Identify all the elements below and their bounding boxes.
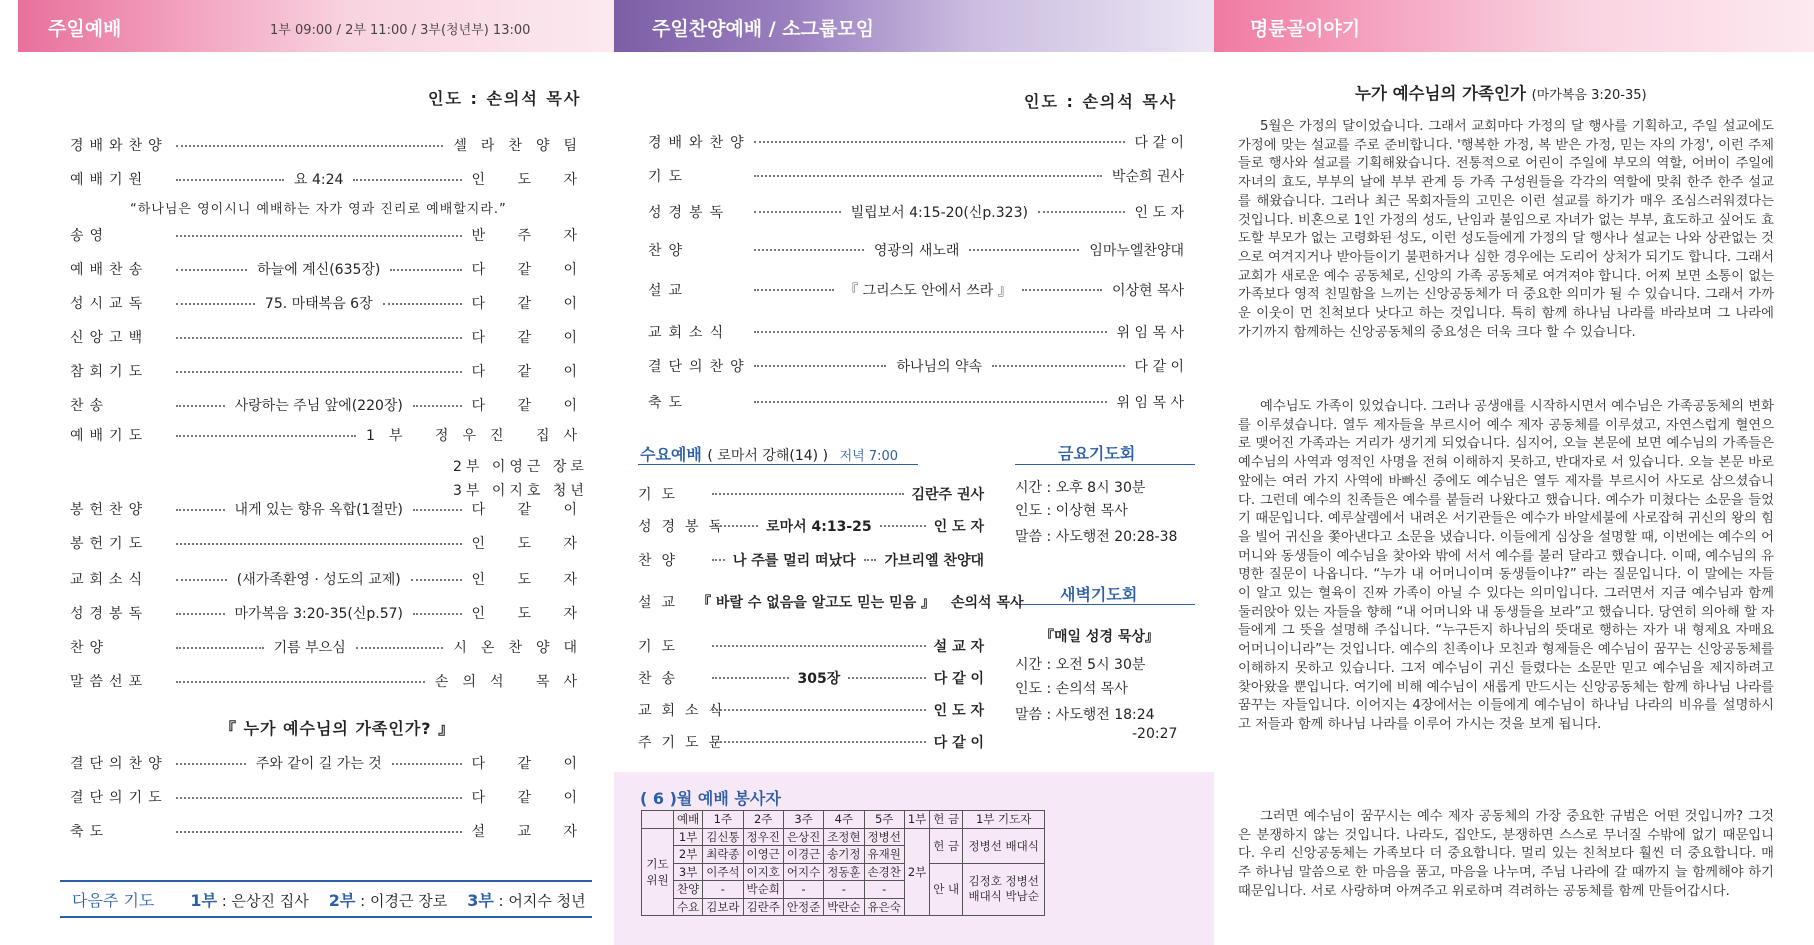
svc-cell: 은상진: [783, 828, 823, 846]
order-label: 기도: [638, 639, 686, 655]
order-person: 임마누엘찬양대: [1089, 243, 1184, 259]
dot-leader: [176, 145, 443, 147]
order-person: 인 도 자: [933, 519, 985, 535]
svc-cell: 유은숙: [864, 898, 904, 916]
order-person: 인 도 자: [471, 606, 591, 622]
dawn-prayer-title: 새벽기도회: [1060, 585, 1138, 604]
svc-head: 2주: [743, 811, 783, 829]
order-content: 영광의 새노래: [873, 243, 960, 259]
order-content: (새가족환영 · 성도의 교제): [236, 572, 401, 588]
svc-cell: 손경찬: [864, 863, 904, 881]
svc-2bu: 2부: [904, 828, 929, 916]
order-label: 참회기도: [70, 364, 149, 380]
dot-leader: [176, 579, 227, 581]
order-label: 축도: [70, 824, 110, 840]
dot-leader: [413, 613, 462, 615]
svc-cell: 박란순: [824, 898, 864, 916]
order-person: 가브리엘 찬양대: [884, 553, 984, 569]
dot-leader: [176, 371, 462, 373]
order-row: [70, 754, 595, 774]
svc-offer-names: 정병선 배대식: [963, 828, 1045, 863]
order-row: [70, 822, 595, 842]
order-row: [70, 534, 595, 554]
order-label: 교회소식: [70, 572, 149, 588]
article-paragraph-2: 예수님도 가족이 있었습니다. 그러나 공생애를 시작하시면서 예수님은 가족공동체의 변화를 이루셨습니다. 열두 제자들을 부르시어 예수 제자 공동체를 이루셨고, 자연스럽게 혈연으로 맺어진 가족과는 거리가 생기게 되었습니다. 심지어, 오늘 본문에 보면 예수님의 가족들은 예수님의 사역과 영적인 사명을 전혀 이해하지 못하고, 반대자로 서 있습니다. 오늘 본문 바로 앞에는 여러 가지 사역에 바빠신 중에도 예수님은 열두 제자를 부르시어 사도로 삼으셨습니다. 그런데 예수의 친족들은 예수를 붙들러 나왔다고 했습니다. 예수가 미쳤다는 소문을 들었기 때문입니다. 예루살렘에서 내려온 서기관들은 예수가 바알세불에 사로잡혀 귀신의 왕의 힘을 빌어 귀신을 쫓아낸다고 소문을 냈습니다. 이들에게 심상을 설명할 때, 이번에는 예수의 어머니와 동생들이 예수님을 찾아와 밖에 서서 예수를 불러 달라고 했습니다. 이때, 예수님의 유명한 질문이 나옵니다. “누가 내 어머니이며 동생들이냐?” 라는 질문입니다. 이 말에는 자들이 알고 있는 혈육이 진짜 가족이 아닐 수 있다는 의미입니다. 그러면서 지금 예수님과 함께 둘러앉아 있는 자들을 향해 “내 어머니와 내 동생들을 보라”고 했습니다. 당연히 의아해 할 자들에게 그 뜻을 설명해 주십니다. “누구든지 하나님의 뜻대로 행하는 자가 내 형제요 자매요 어머니이니라”는 것입니다. 예수의 친족이나 모친과 형제들은 예수님이 꿈꾸는 신앙공동체를 이해하지 못하고 있습니다. 그저 예수님이 귀신 들렸다는 소문만 믿고 예수님을 제지하려고 찾아왔을 뿐입니다. 여기에 비해 예수님이 새롭게 만드시는 신앙공동체는 함께 하나님 나라를 꿈꾸는 자들입니다. 이어지는 4장에서는 이들에게 예수님이 하나님 나라의 비유를 설명하시고 저들과 함께 하나님 나라를 이루어 가시는 것을 보게 됩니다.: [1238, 399, 1774, 732]
dot-leader: [864, 559, 877, 561]
dawn-line-1: 시간 : 오전 5시 30분: [1015, 657, 1146, 673]
order-row: [638, 700, 988, 720]
svc-cell: -: [703, 881, 743, 899]
volunteer-table: [641, 810, 1045, 916]
svc-cell: 정병선: [864, 828, 904, 846]
dot-leader: [1022, 289, 1102, 291]
order-label: 결단의기도: [70, 790, 168, 806]
svc-cell: 김란주: [743, 898, 783, 916]
order-label: 예배기원: [70, 172, 149, 188]
order-row: [638, 668, 988, 688]
order-person: 손의석 목사: [951, 595, 1024, 611]
order-content: 기름 부으심: [273, 640, 346, 656]
next-week-label: 다음주 기도: [72, 890, 155, 910]
order-label: 찬양: [648, 243, 690, 259]
article-ref: (마가복음 3:20-35): [1531, 88, 1647, 103]
svc-head: 1주: [703, 811, 743, 829]
order-label: 설교: [638, 595, 686, 611]
order-row: [70, 328, 595, 348]
dot-leader: [176, 303, 255, 305]
svc-cell: 수요: [674, 898, 703, 916]
order-person: 인 도 자: [1134, 205, 1184, 221]
svc-cell: 안정준: [783, 898, 823, 916]
dot-leader: [754, 401, 1107, 403]
order-person: 다 같 이: [1134, 135, 1184, 151]
next-week-prayer: [60, 880, 592, 918]
dot-leader: [712, 709, 926, 711]
dot-leader: [176, 235, 462, 237]
order-row: [70, 788, 595, 808]
order-label: 말씀선포: [70, 674, 149, 690]
svc-head: 1부: [904, 811, 929, 829]
dot-leader: [413, 405, 462, 407]
order-content: 마가복음 3:20-35(신p.57): [234, 606, 403, 622]
order-label: 교회소식: [648, 325, 731, 341]
dot-leader: [353, 179, 461, 181]
order-row: [70, 570, 595, 590]
dot-leader: [712, 559, 725, 561]
praise-worship-title: 주일찬양예배 / 소그룹모임: [652, 18, 875, 40]
order-person: 다 같 이: [471, 756, 592, 772]
order-label: 결단의찬양: [648, 359, 751, 375]
dot-leader: [392, 763, 462, 765]
fri-divider: [1015, 464, 1195, 465]
order-label: 예배찬송: [70, 262, 149, 278]
dot-leader: [383, 303, 462, 305]
order-content: 하늘에 계신(635장): [257, 262, 381, 278]
wed-worship-header: 수요예배 ( 로마서 강해(14) ) 저녁 7:00: [640, 445, 899, 464]
dot-leader: [390, 269, 461, 271]
svc-cell: 송기정: [824, 846, 864, 864]
order-row: [70, 604, 595, 624]
order-content: 사랑하는 주님 앞에(220장): [234, 398, 403, 414]
dot-leader: [176, 509, 225, 511]
order-label: 봉헌찬양: [70, 502, 149, 518]
order-person: 시온찬양대: [453, 640, 592, 656]
dot-leader: [992, 365, 1124, 367]
order-row: [648, 240, 1188, 260]
next-3bu: 3부 : 어지수 청년: [467, 890, 586, 910]
order-label: 봉헌기도: [70, 536, 149, 552]
dot-leader: [754, 249, 864, 251]
order-content: 『 바랄 수 없음을 알고도 믿는 믿음 』: [697, 595, 935, 611]
order-label: 찬송: [638, 671, 686, 687]
order-label: 찬양: [638, 553, 686, 569]
order-row: [70, 226, 595, 246]
order-content: 로마서 4:13-25: [766, 519, 872, 535]
order-content: 『 그리스도 안에서 쓰라 』: [844, 283, 1012, 299]
dawn-line-3: 말씀 : 사도행전 18:24: [1015, 707, 1155, 723]
svc-cell: 이영근: [743, 846, 783, 864]
article-paragraph-3: 그러면 예수님이 꿈꾸시는 예수 제자 공동체의 가장 중요한 규범은 어떤 것입니까? 그것은 분쟁하지 않는 것입니다. 나라도, 집안도, 분쟁하면 스스로 무너질 수밖에 없기 때문입니다. 우리 신앙공동체는 가족보다 더 중요합니다. 멀리 있는 친척보다 훨씬 더 중요합니다. 매주 하나님 말씀으로 한 마음을 품고, 마음을 나누며, 주님 나라에 갈 때까지 늘 함께해야 하기 때문입니다. 서로 사랑하며 아껴주고 위로하며 격려하는 공동체를 함께 만들어갑시다.: [1238, 809, 1774, 899]
dot-leader: [176, 763, 246, 765]
dawn-divider: [1015, 604, 1195, 605]
order-label: 신앙고백: [70, 330, 149, 346]
svc-cell: 김보라: [703, 898, 743, 916]
order-content: 빌립보서 4:15-20(신p.323): [850, 205, 1028, 221]
article-paragraph-1: 5월은 가정의 달이었습니다. 그래서 교회마다 가정의 달 행사를 기획하고, 주일 설교에도 가정에 맞는 설교를 주로 준비합니다. '행복한 가정, 복 받은 가정, 믿는 자의 가정', 이런 주제들로 행사와 설교를 기획해왔습니다. 전통적으로 어린이 주일에 부모의 역할, 어버이 주일에 자녀의 효도, 부부의 날에 부부 관계 등 가족 구성원들을 각각의 역할에 맞춰 한주 한주 설교를 해왔습니다. 그러나 최근 목회자들의 고민은 이런 설교를 하기가 매우 조심스러워졌다는 것입니다. 비혼으로 1인 가정의 성도, 난임과 불임으로 자녀가 없는 부부, 효도하고 싶어도 효도할 부모가 없는 고령화된 성도, 이런 성도들에게 가정의 달 행사나 설교는 나와 상관없는 것으로 여겨지거나 받아들이기 불편하거나 심한 경우에는 도리어 상처가 되기도 합니다. 그래서 교회가 새로운 예수 공동체로, 신앙의 가족 공동체로 여겨져야 합니다. 어찌 보면 소통이 없는 가족보다 영적 친밀함을 느끼는 신앙공동체가 더 중요한 의미가 될 수 있습니다. 그래서 가까운 이웃이 먼 친척보다 낫다고 하는 것입니다. 특히 함께 하나님 나라를 바라보며 그 나라에 가기까지 함께하는 신앙공동체의 중요성은 더욱 크다 할 수 있습니다.: [1238, 119, 1774, 340]
order-person: 김란주 권사: [911, 487, 984, 503]
order-row: [638, 550, 988, 570]
svc-cell: 이지호: [743, 863, 783, 881]
order-row: [70, 362, 595, 382]
dot-leader: [712, 645, 926, 647]
svc-group: 기도 위원: [642, 828, 674, 916]
order-person: 다 같 이: [933, 671, 985, 687]
order-content: 나 주를 멀리 떠났다: [732, 553, 856, 569]
order-label: 찬양: [70, 640, 110, 656]
dot-leader: [176, 269, 247, 271]
order-person: 위 임 목 사: [1116, 325, 1184, 341]
dot-leader: [176, 613, 225, 615]
order-person: 손의석 목사: [434, 674, 591, 690]
dot-leader: [754, 365, 886, 367]
order-label: 성경봉독: [648, 205, 731, 221]
fri-line-3: 말씀 : 사도행전 20:28-38: [1015, 529, 1178, 545]
order-person: 다 같 이: [471, 262, 592, 278]
order-person: 위 임 목 사: [1116, 395, 1184, 411]
order-label: 송영: [70, 228, 110, 244]
order-label: 경배와찬양: [70, 138, 168, 154]
order-content: 내게 있는 향유 옥합(1절만): [234, 502, 403, 518]
order-content: 305장: [797, 671, 841, 687]
order-label: 축도: [648, 395, 690, 411]
svc-guide-names: 김정호 정병선 배대식 박남순: [963, 863, 1045, 916]
order-row: [70, 260, 595, 280]
dawn-line-4: -20:27: [1132, 726, 1178, 742]
order-person: 박순희 권사: [1111, 169, 1184, 185]
order-label: 결단의찬양: [70, 756, 168, 772]
order-content: 주와 같이 길 가는 것: [255, 756, 382, 772]
sunday-worship-title: 주일예배: [48, 18, 122, 40]
order-person: 다 같 이: [471, 330, 591, 346]
order-person: 다 같 이: [471, 364, 591, 380]
dot-leader: [176, 337, 462, 339]
order-person: 설 교 자: [933, 639, 984, 655]
order-label: 기도: [648, 169, 690, 185]
dot-leader: [176, 647, 264, 649]
order-person: 다 같 이: [471, 790, 591, 806]
order-person: 다 같 이: [933, 735, 984, 751]
svc-cell: 찬양: [674, 881, 703, 899]
dot-leader: [712, 525, 758, 527]
dot-leader: [712, 741, 926, 743]
order-row: [648, 280, 1188, 300]
order-person: 1부 정우진 집사: [366, 428, 591, 444]
order-row: [638, 732, 988, 752]
dot-leader: [176, 797, 462, 799]
order-label: 찬송: [70, 398, 110, 414]
story-title: 명륜골이야기: [1250, 18, 1361, 40]
dot-leader: [754, 141, 1125, 143]
order-person: 다 같 이: [471, 502, 591, 518]
order-content: 요 4:24: [294, 172, 344, 188]
order-row: [70, 170, 595, 190]
svc-cell: 최락종: [703, 846, 743, 864]
sermon-title: 『 누가 예수님의 가족인가? 』: [220, 719, 456, 738]
svc-head: 3주: [783, 811, 823, 829]
svc-head: 1부 기도자: [963, 811, 1045, 829]
svc-cell: -: [824, 881, 864, 899]
dot-leader: [411, 579, 462, 581]
order-label: 성경봉독: [70, 606, 149, 622]
svc-cell: 3부: [674, 863, 703, 881]
order-label: 성경봉독: [638, 519, 733, 535]
order-person: 다 같 이: [471, 398, 591, 414]
svc-corner: [642, 811, 674, 829]
next-2bu: 2부 : 이경근 장로: [328, 890, 448, 910]
svc-cell: 이주석: [703, 863, 743, 881]
sunday-worship-times: 1부 09:00 / 2부 11:00 / 3부(청년부) 13:00: [270, 23, 531, 38]
dot-leader: [176, 405, 225, 407]
dot-leader: [754, 331, 1107, 333]
order-person: 이상현 목사: [1111, 283, 1185, 299]
dot-leader: [848, 677, 925, 679]
prayer-2bu: 2부 이영근 장로: [453, 459, 588, 475]
order-row: [648, 392, 1188, 412]
svc-cell: 박순희: [743, 881, 783, 899]
order-row: [70, 136, 595, 156]
svc-cell: 이경근: [783, 846, 823, 864]
order-label: 경배와찬양: [648, 135, 751, 151]
dot-leader: [754, 211, 841, 213]
order-row: [648, 202, 1188, 222]
order-row: [70, 500, 595, 520]
dot-leader: [754, 289, 834, 291]
dawn-theme: 『매일 성경 묵상』: [1040, 629, 1159, 645]
dot-leader: [712, 493, 904, 495]
svc-cell: -: [783, 881, 823, 899]
col2-leader: 인도 : 손의석 목사: [1024, 92, 1178, 111]
order-label: 교회소식: [638, 703, 733, 719]
svc-cell: 조정현: [824, 828, 864, 846]
order-person: 인 도 자: [471, 536, 591, 552]
order-row: [648, 132, 1188, 152]
order-row: [648, 356, 1188, 376]
dot-leader: [176, 543, 462, 545]
dot-leader: [1038, 211, 1125, 213]
col1-leader: 인도 : 손의석 목사: [428, 89, 582, 108]
dot-leader: [176, 179, 284, 181]
order-person: 다 같 이: [471, 296, 591, 312]
fri-prayer-title: 금요기도회: [1058, 444, 1136, 463]
order-row: [648, 322, 1188, 342]
order-row: [70, 396, 595, 416]
fri-line-2: 인도 : 이상현 목사: [1015, 503, 1128, 519]
order-person: 셀라찬양팀: [453, 138, 591, 154]
order-label: 기도: [638, 487, 686, 503]
svc-cell: 1부: [674, 828, 703, 846]
order-person: 인 도 자: [471, 572, 592, 588]
next-1bu: 1부 : 은상진 집사: [190, 890, 309, 910]
svc-cell: 정우진: [743, 828, 783, 846]
order-label: 주기도문: [638, 735, 733, 751]
order-label: 예배기도: [70, 428, 149, 444]
svc-cell: 어지수: [783, 863, 823, 881]
order-person: 반 주 자: [471, 228, 591, 244]
order-row: [70, 426, 595, 446]
article-title: 누가 예수님의 가족인가 (마가복음 3:20-35): [1355, 84, 1647, 103]
volunteer-title: ( 6 )월 예배 봉사자: [640, 789, 781, 808]
order-person: 인 도 자: [471, 172, 591, 188]
svc-head: 5주: [864, 811, 904, 829]
dot-leader: [176, 831, 462, 833]
dot-leader: [754, 175, 1102, 177]
svc-guide: 안 내: [930, 863, 963, 916]
dot-leader: [712, 677, 789, 679]
order-person: 다 같 이: [1134, 359, 1184, 375]
order-label: 성시교독: [70, 296, 149, 312]
order-row: [70, 638, 595, 658]
order-person: 인 도 자: [933, 703, 984, 719]
svc-cell: 김신통: [703, 828, 743, 846]
svc-cell: 2부: [674, 846, 703, 864]
dawn-line-2: 인도 : 손의석 목사: [1015, 681, 1128, 697]
order-row: [638, 484, 988, 504]
order-label: 설교: [648, 283, 690, 299]
verse-text: “하나님은 영이시니 예배하는 자가 영과 진리로 예배할지라.”: [130, 202, 507, 217]
svc-head: 헌 금: [930, 811, 963, 829]
order-person: 설 교 자: [471, 824, 591, 840]
order-row: [638, 636, 988, 656]
prayer-3bu: 3부 이지호 청년: [453, 483, 588, 499]
fri-line-1: 시간 : 오후 8시 30분: [1015, 480, 1146, 496]
svc-cell: -: [864, 881, 904, 899]
svc-offer: 헌 금: [930, 828, 963, 863]
dot-leader: [969, 249, 1079, 251]
dot-leader: [356, 647, 444, 649]
svc-cell: 정동훈: [824, 863, 864, 881]
order-row: [70, 294, 595, 314]
dot-leader: [880, 525, 926, 527]
order-row: [648, 166, 1188, 186]
dot-leader: [413, 509, 462, 511]
wed-divider: [638, 464, 918, 465]
order-content: 75. 마태복음 6장: [264, 296, 373, 312]
dot-leader: [176, 681, 425, 683]
svc-head: 예배: [674, 811, 703, 829]
order-row: [638, 592, 1024, 612]
svc-cell: 유재원: [864, 846, 904, 864]
dot-leader: [176, 435, 356, 437]
order-content: 하나님의 약속: [896, 359, 983, 375]
svc-head: 4주: [824, 811, 864, 829]
order-row: [638, 516, 988, 536]
order-row: [70, 672, 595, 692]
